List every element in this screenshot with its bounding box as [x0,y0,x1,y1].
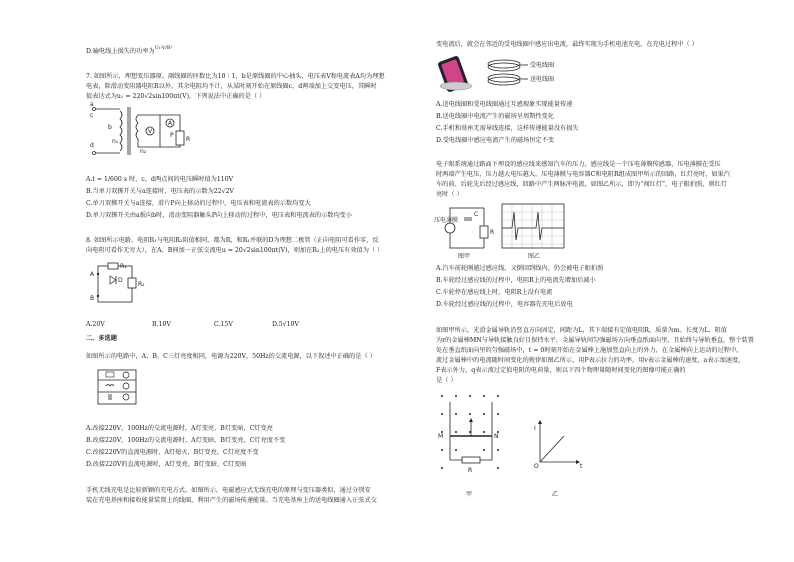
option-text: D.输电线上损失的功率为 [86,48,155,55]
label-b: b [108,124,112,131]
q11-option-d: D.车轮经过感应线的过程中，电容器先充电后放电 [436,301,573,308]
q11-line-4: 亮时（ ） [436,191,463,198]
label-i-axis: I [534,425,536,432]
q8-option-d: D.5√10V [272,321,299,328]
label-receiving-coil: 受电线圈 [530,62,555,69]
q9-option-b: B.改接220V，100Hz的交流电源时，A灯变暗，B灯变亮，C灯亮度不变 [86,437,286,444]
label-m: M [438,433,444,440]
q11-line-2: 时两端产生电压，压力越大电压越大，压电薄膜与电容器C和电阻R组成图甲所示的回路，红灯亮时，如果汽 [436,171,731,178]
option-d-prev [86,44,173,56]
label-v: V [148,128,153,135]
q10-intro-line-1: 手机无线充电是比较新颖的充电方式。如图所示，电磁感应式无线充电的原理与变压器类似，通过分别安 [86,487,371,494]
q9-option-a: A.改接220V，100Hz的交流电源时，A灯变亮，B灯变暗，C灯变亮 [86,425,273,432]
label-r1: R₁ [120,263,127,270]
label-r-fixed: R [468,467,473,474]
q10-continued: 变电流后，就会在邻近的受电线圈中感应出电流，最终实现为手机电池充电，在充电过程中（ ） [436,41,698,48]
label-n2: n₂ [140,148,147,155]
q8-line-2: 向电阻可看作无穷大），在A、B间加一正弦交流电u = 20√2sin100πt(V)，则加在R₂上的电压有效值为（ ） [86,247,384,254]
q7-line-2: 电表，除滑动变阻器电阻R以外，其余电阻均不计，从某时刻开始在原线圈c、d两端加上交变电压，其瞬时 [86,83,377,90]
label-c: c [90,112,94,119]
q8-line-1: 8. 如图所示电路，电阻R₁与电阻R₂阻值相同，都为R，和R₁并联的D为理想二极管（正向电阻可看作零，反 [86,237,379,244]
q9-lamp-circuit [94,366,140,410]
q12-line-6: 是（ ） [436,377,457,384]
q11-figures [434,202,570,260]
label-p: P [170,132,174,139]
label-diode: D [118,277,123,284]
q7-option-c: C.单刀双掷开关与a连接，滑片P向上移动的过程中，电压表和电流表的示数均变大 [86,200,311,207]
q10-option-a: A.送电线圈和受电线圈通过互感现象实现能量传递 [436,101,573,108]
label-resistor: R [490,229,495,236]
q10-option-c: C.手机和基座无需导线连接，这样传递能量没有损失 [436,125,579,132]
q11-option-b: B.车轮经过感应线的过程中，电阻R上的电流先增加后减小 [436,277,596,284]
label-node-a: A [90,271,95,278]
q7-option-d: D.单刀双掷开关由a扳向b时，滑动变阻器触头P向上移动的过程中，电压表和电流表的示数均变小 [86,212,353,219]
label-r: R [186,136,191,143]
label-fig-yi: 乙 [552,491,559,498]
q12-rail-figure [436,392,516,510]
q7-line-3: 值表达式为u₁ = 220√2sin100πt(V)，下列说法中正确的是（ ） [86,93,266,100]
q11-line-1: 电子眼系统通过路面下埋设的感应线来感知汽车的压力。感应线是一个压电薄膜传感器，压电薄膜在受压 [436,161,721,168]
q10-intro-line-2: 装在充电基座和接收能量装置上的线圈，利用产生的磁场传递能量。当充电基座上的送电线圈通入正弦式交 [86,497,377,504]
q11-line-3: 车的前、后轮先后经过感应线，回路中产生两脉冲电流，如图乙所示，即为“闯红灯”，电子眼拍照，则红灯 [436,181,727,188]
label-a: a [90,101,94,108]
q12-line-3: 处在垂直纸面向里的匀强磁场中，t = 0时刻开始在金属棒上施加竖直向上的外力，在金属棒向上运动的过程中， [436,347,743,354]
label-n: N [494,433,499,440]
label-origin: O [534,463,539,470]
q9-option-d: D.改接220V的直流电源时，A灯变亮，B灯变暗，C灯变暗 [86,461,247,468]
q7-option-a: A.t = 1/600 s 时，c、d两点间的电压瞬时值为110V [86,176,234,183]
q8-circuit-diagram [92,262,144,308]
q11-option-a: A.汽车前轮刚越过感应线，又倒回到线内，仍会被电子眼拍照 [436,265,604,272]
q7-transformer-diagram [90,103,190,161]
label-a-meter: A [168,120,173,127]
q10-option-b: B.送电线圈中电流产生的磁场呈周期性变化 [436,113,554,120]
q12-line-5: F表示外力，q表示流过定值电阻的电荷量，则以下四个物理量随时间变化的图像可能正确的 [436,367,686,374]
q7-option-b: B.当单刀双掷开关与a连接时，电压表的示数为22√2V [86,188,234,195]
q12-line-4: 流过金属棒中的电流随时间变化的规律如图乙所示，用P表示拉力的功率，用v表示金属棒的速度，a表示加速度， [436,357,745,364]
label-r2: R₂ [138,281,145,288]
label-piezo-film: 压电薄膜 [434,217,459,224]
q12-line-2: 为r的金属棒MN与导轨接触良好且保持水平，金属导轨间匀强磁场方向垂直纸面向里，且始终与导轨垂直，整个装置 [436,337,754,344]
q8-option-b: B.10V [152,321,171,328]
q11-option-c: C.车轮停在感应线上时，电阻R上没有电流 [436,289,553,296]
label-n1: n₁ [112,138,119,145]
q10-option-d: D.受电线圈中感应电流产生的磁场恒定不变 [436,137,555,144]
section-heading: 二、多选题 [86,335,117,342]
formula-fraction: U₁²r/R² [154,45,173,51]
label-fig-jia: 图甲 [458,253,471,260]
q12-current-graph [532,418,592,504]
q8-option-c: C.15V [214,321,233,328]
q8-option-a: A.20V [86,321,105,328]
label-capacitor: C [474,211,479,218]
q7-line-1: 7. 如图所示，理想变压器原、副线圈的匝数比为10∶1，b是原线圈的中心抽头，电压表V和电流表A均为理想 [86,73,385,80]
wireless-charger-figure [438,52,558,92]
label-fig-yi: 图乙 [528,253,541,260]
q9-option-c: C.改接220V的直流电源时，A灯熄灭，B灯变亮，C灯亮度不变 [86,449,259,456]
label-fig-jia: 甲 [466,491,473,498]
q12-line-1: 如图甲所示，光滑金属导轨沿竖直方向固定，间距为L，其下端接有定值电阻R，质量为m、长度为L、阻值 [436,327,727,334]
label-t-axis: t [580,463,583,470]
label-d: d [90,142,94,149]
label-node-b: B [90,295,95,302]
label-sending-coil: 送电线圈 [530,76,555,83]
q9-line-1: 如图所示的电路中，A、B、C三灯亮度相同，电源为220V，50Hz的交流电源，以下叙述中正确的是（ ） [86,353,376,360]
